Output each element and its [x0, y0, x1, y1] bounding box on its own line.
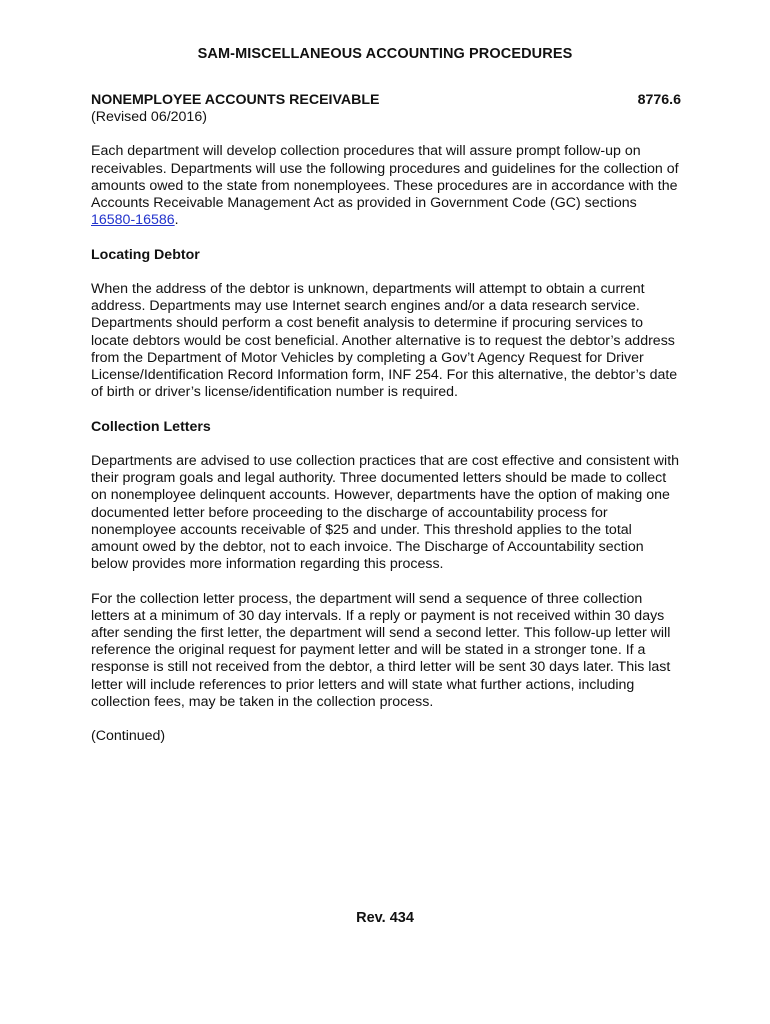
section-number: 8776.6	[637, 92, 681, 108]
intro-text: Each department will develop collection procedures that will assure prompt follow-up on receivables. Departments will use the following procedures and guidelines for the collection of amounts owed to the state from nonemployees. These procedures are in accordance with the Accounts Receivable Management Act as provided in Government Code (GC) sections	[91, 143, 679, 212]
continued-note: (Continued)	[91, 728, 166, 745]
locating-debtor-paragraph: When the address of the debtor is unknown, departments will attempt to obtain a current address. Departments may use Internet search engines and/or a data research service. Departments should perform a cost benefit analysis to determine if procuring services to locate debtors would be cost beneficial. Another alternative is to request the debtor’s address from the Department of Motor Vehicles by completing a Gov’t Agency Request for Driver License/Identification Record Information form, INF 254. For this alternative, the debtor’s date of birth or driver’s license/identification number is required.	[91, 281, 678, 401]
collection-letters-paragraph-2: For the collection letter process, the department will send a sequence of three collection letters at a minimum of 30 day intervals. If a reply or payment is not received within 30 days after sending the first letter, the department will send a second letter. This follow-up letter will reference the original request for payment letter and will be stated in a stronger tone. If a response is still not received from the debtor, a third letter will be sent 30 days later. This last letter will include references to prior letters and will state what further actions, including collection fees, may be taken in the collection process.	[91, 590, 671, 710]
footer-revision: Rev. 434	[356, 910, 414, 926]
section-title: NONEMPLOYEE ACCOUNTS RECEIVABLE	[91, 92, 380, 108]
intro-paragraph	[91, 143, 681, 229]
intro-text-end: .	[174, 212, 179, 229]
collection-letters-heading: Collection Letters	[91, 418, 211, 435]
page-header-title: SAM-MISCELLANEOUS ACCOUNTING PROCEDURES	[197, 46, 573, 62]
document-body	[91, 92, 681, 763]
section-heading-row	[91, 92, 681, 109]
gc-sections-link[interactable]: 16580-16586	[91, 212, 175, 229]
collection-letters-paragraph-1: Departments are advised to use collection practices that are cost effective and consistent with their program goals and legal authority. Three documented letters should be made to collect on nonemployee delinquent accounts. However, departments have the option of making one documented letter before proceeding to the discharge of accountability process for nonemployee accounts receivable of $25 and under. This threshold applies to the total amount owed by the debtor, not to each invoice. The Discharge of Accountability section below provides more information regarding this process.	[91, 453, 680, 573]
revised-date: (Revised 06/2016)	[91, 109, 207, 126]
locating-debtor-heading: Locating Debtor	[91, 246, 200, 263]
